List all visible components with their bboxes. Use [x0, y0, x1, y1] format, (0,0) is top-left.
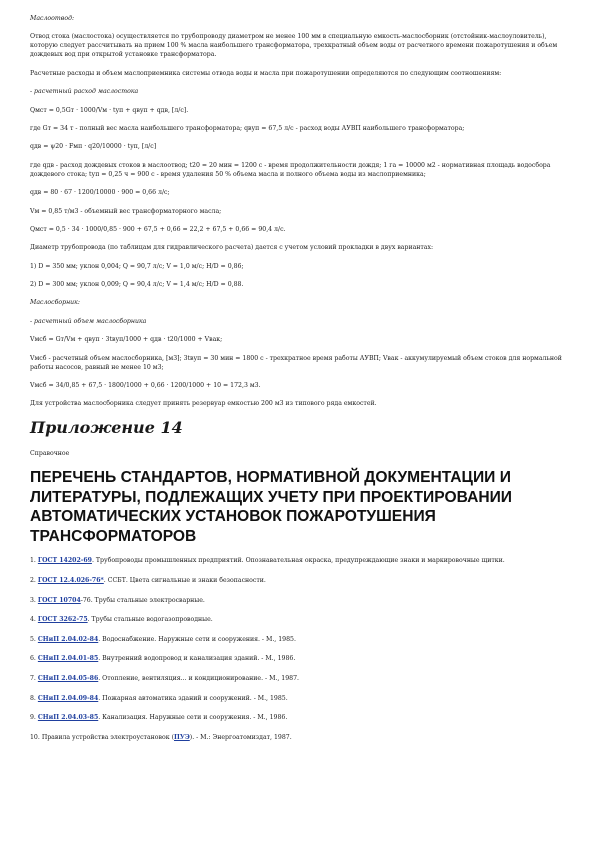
reference-link[interactable]: ГОСТ 14202-69 [37, 557, 92, 565]
reference-link[interactable]: ГОСТ 12.4.026-76* [37, 577, 104, 585]
variant-item: 1) D = 350 мм; уклон 0,004; Q = 90,7 л/с; V = 1,0 м/с; H/D = 0,86; [30, 262, 244, 270]
reference-number: 7. [30, 674, 38, 682]
reference-text: . Канализация. Наружные сети и сооружения. - М., 1986. [98, 714, 288, 722]
reference-link[interactable]: ГОСТ 10704 [37, 596, 81, 604]
reference-item [30, 694, 567, 703]
reference-text: ). - М.: Энергоатомиздат, 1987. [189, 733, 292, 741]
paragraph: - расчетный объем маслосборника [30, 317, 147, 325]
reference-item [30, 596, 567, 605]
paragraph: Vм = 0,85 т/м3 - объемный вес трансформаторного масла; [30, 207, 222, 215]
variant-item: 2) D = 300 мм; уклон 0,009; Q = 90,4 л/с; V = 1,4 м/с; H/D = 0,88. [30, 281, 244, 289]
paragraph: где qдв - расход дождевых стоков в маслоотвод; t20 = 20 мин = 1200 с - время продолжительности дождя; 1 га = 10000 м2 - нормативная площадь водосбора дождевого стока; tуп = 0,25 ч = 900 с - время удаления 50 % объема масла и полного объема воды из маслоприемника; [30, 161, 551, 178]
section-heading: Маслоотвод: [30, 15, 75, 22]
reference-text: . Трубопроводы промышленных предприятий. Опознавательная окраска, предупреждающие знаки и маркировочные щитки. [91, 557, 505, 565]
reference-item [30, 635, 567, 644]
reference-number: 1. [30, 557, 38, 565]
paragraph: Диаметр трубопровода (по таблицам для гидравлического расчета) дается с учетом условий прокладки в двух вариантах: [30, 244, 434, 252]
reference-link[interactable]: СНиП 2.04.01-85 [37, 655, 99, 663]
paragraph: Отвод стока (маслостока) осуществляется по трубопроводу диаметром не менее 100 мм в специальную емкость-маслосборник (отстойник-маслоуловитель), которую следует рассчитывать на прием 100 % масла наибольшего трансформатора, трехкратный объем воды от расчетного времени пожаротушения и объем дождевых вод при открытой установке трансформатора. [30, 33, 558, 59]
reference-text: . Водоснабжение. Наружные сети и сооружения. - М., 1985. [98, 635, 296, 643]
reference-text: . Трубы стальные водогазопроводные. [87, 616, 213, 624]
reference-link[interactable]: СНиП 2.04.03-85 [37, 714, 99, 722]
paragraph: Vмсб - расчетный объем маслосборника, [м3]; 3tвуп = 30 мин = 1800 с - трехкратное время работы АУВП; Vвак - аккумулируемый объем стоков для нормальной работы насосов, равный не менее 10 м3; [30, 354, 562, 371]
reference-number: 8. [30, 694, 38, 702]
reference-item [30, 556, 567, 565]
reference-text: Правила устройства электроустановок ( [41, 733, 174, 741]
reference-link[interactable]: СНиП 2.04.02-84 [37, 635, 99, 643]
reference-list [30, 556, 567, 741]
formula: Qмст = 0,5Gт · 1000/Vм · tуп + qвуп + qдв, [л/с]. [30, 106, 189, 114]
formula: qдв = ψ20 · Fмп · q20/10000 · tуп, [л/с] [30, 143, 157, 151]
paragraph: Для устройства маслосборника следует принять резервуар емкостью 200 м3 из типового ряда емкостей. [30, 400, 377, 408]
reference-text: . Пожарная автоматика зданий и сооружений. - М., 1985. [98, 694, 288, 702]
formula: qдв = 80 · 67 · 1200/10000 · 900 = 0,66 л/с; [30, 189, 170, 197]
document-title: ПЕРЕЧЕНЬ СТАНДАРТОВ, НОРМАТИВНОЙ ДОКУМЕНТАЦИИ И ЛИТЕРАТУРЫ, ПОДЛЕЖАЩИХ УЧЕТУ ПРИ ПРОЕКТИРОВАНИИ АВТОМАТИЧЕСКИХ УСТАНОВОК ПОЖАРОТУШЕНИЯ ТРАНСФОРМАТОРОВ [30, 469, 513, 545]
paragraph: где Gт = 34 т - полный вес масла наибольшего трансформатора; qвуп = 67,5 л/с - расход воды АУВП наибольшего трансформатора; [30, 124, 465, 132]
appendix-title: Приложение 14 [30, 418, 183, 438]
reference-text: . ССБТ. Цвета сигнальные и знаки безопасности. [103, 577, 266, 585]
reference-number: 5. [30, 635, 38, 643]
reference-item [30, 615, 567, 624]
paragraph: Расчетные расходы и объем маслоприемника системы отвода воды и масла при пожаротушении определяются по следующим соотношениям: [30, 69, 502, 77]
reference-item [30, 674, 567, 683]
paragraph: - расчетный расход маслостока [30, 88, 139, 96]
reference-link[interactable]: ПУЭ [173, 733, 190, 741]
reference-item [30, 713, 567, 722]
subsection-heading: Маслосборник: [30, 299, 80, 307]
reference-text: . Внутренний водопровод и канализация зданий. - М., 1986. [98, 655, 296, 663]
reference-item [30, 733, 567, 742]
reference-item [30, 654, 567, 663]
reference-text: -76. Трубы стальные электросварные. [80, 596, 205, 604]
reference-number: 4. [30, 616, 38, 624]
formula: Vмсб = Gт/Vм + qвуп · 3tвуп/1000 + qдв · t20/1000 + Vвак; [30, 336, 223, 344]
formula: Qмст = 0,5 · 34 · 1000/0,85 · 900 + 67,5 + 0,66 = 22,2 + 67,5 + 0,66 = 90,4 л/с. [30, 225, 286, 233]
formula: Vмсб = 34/0,85 + 67,5 · 1800/1000 + 0,66 · 1200/1000 + 10 = 172,3 м3. [30, 382, 261, 390]
reference-link[interactable]: ГОСТ 3262-75 [37, 616, 88, 624]
reference-number: 6. [30, 655, 38, 663]
reference-link[interactable]: СНиП 2.04.05-86 [37, 674, 99, 682]
appendix-note: Справочное [30, 450, 70, 458]
reference-text: . Отопление, вентиляция... и кондиционирование. - М., 1987. [98, 674, 300, 682]
reference-number: 9. [30, 714, 38, 722]
reference-number: 10. [30, 733, 42, 741]
reference-link[interactable]: СНиП 2.04.09-84 [37, 694, 99, 702]
reference-number: 2. [30, 577, 38, 585]
reference-item [30, 576, 567, 585]
reference-number: 3. [30, 596, 38, 604]
